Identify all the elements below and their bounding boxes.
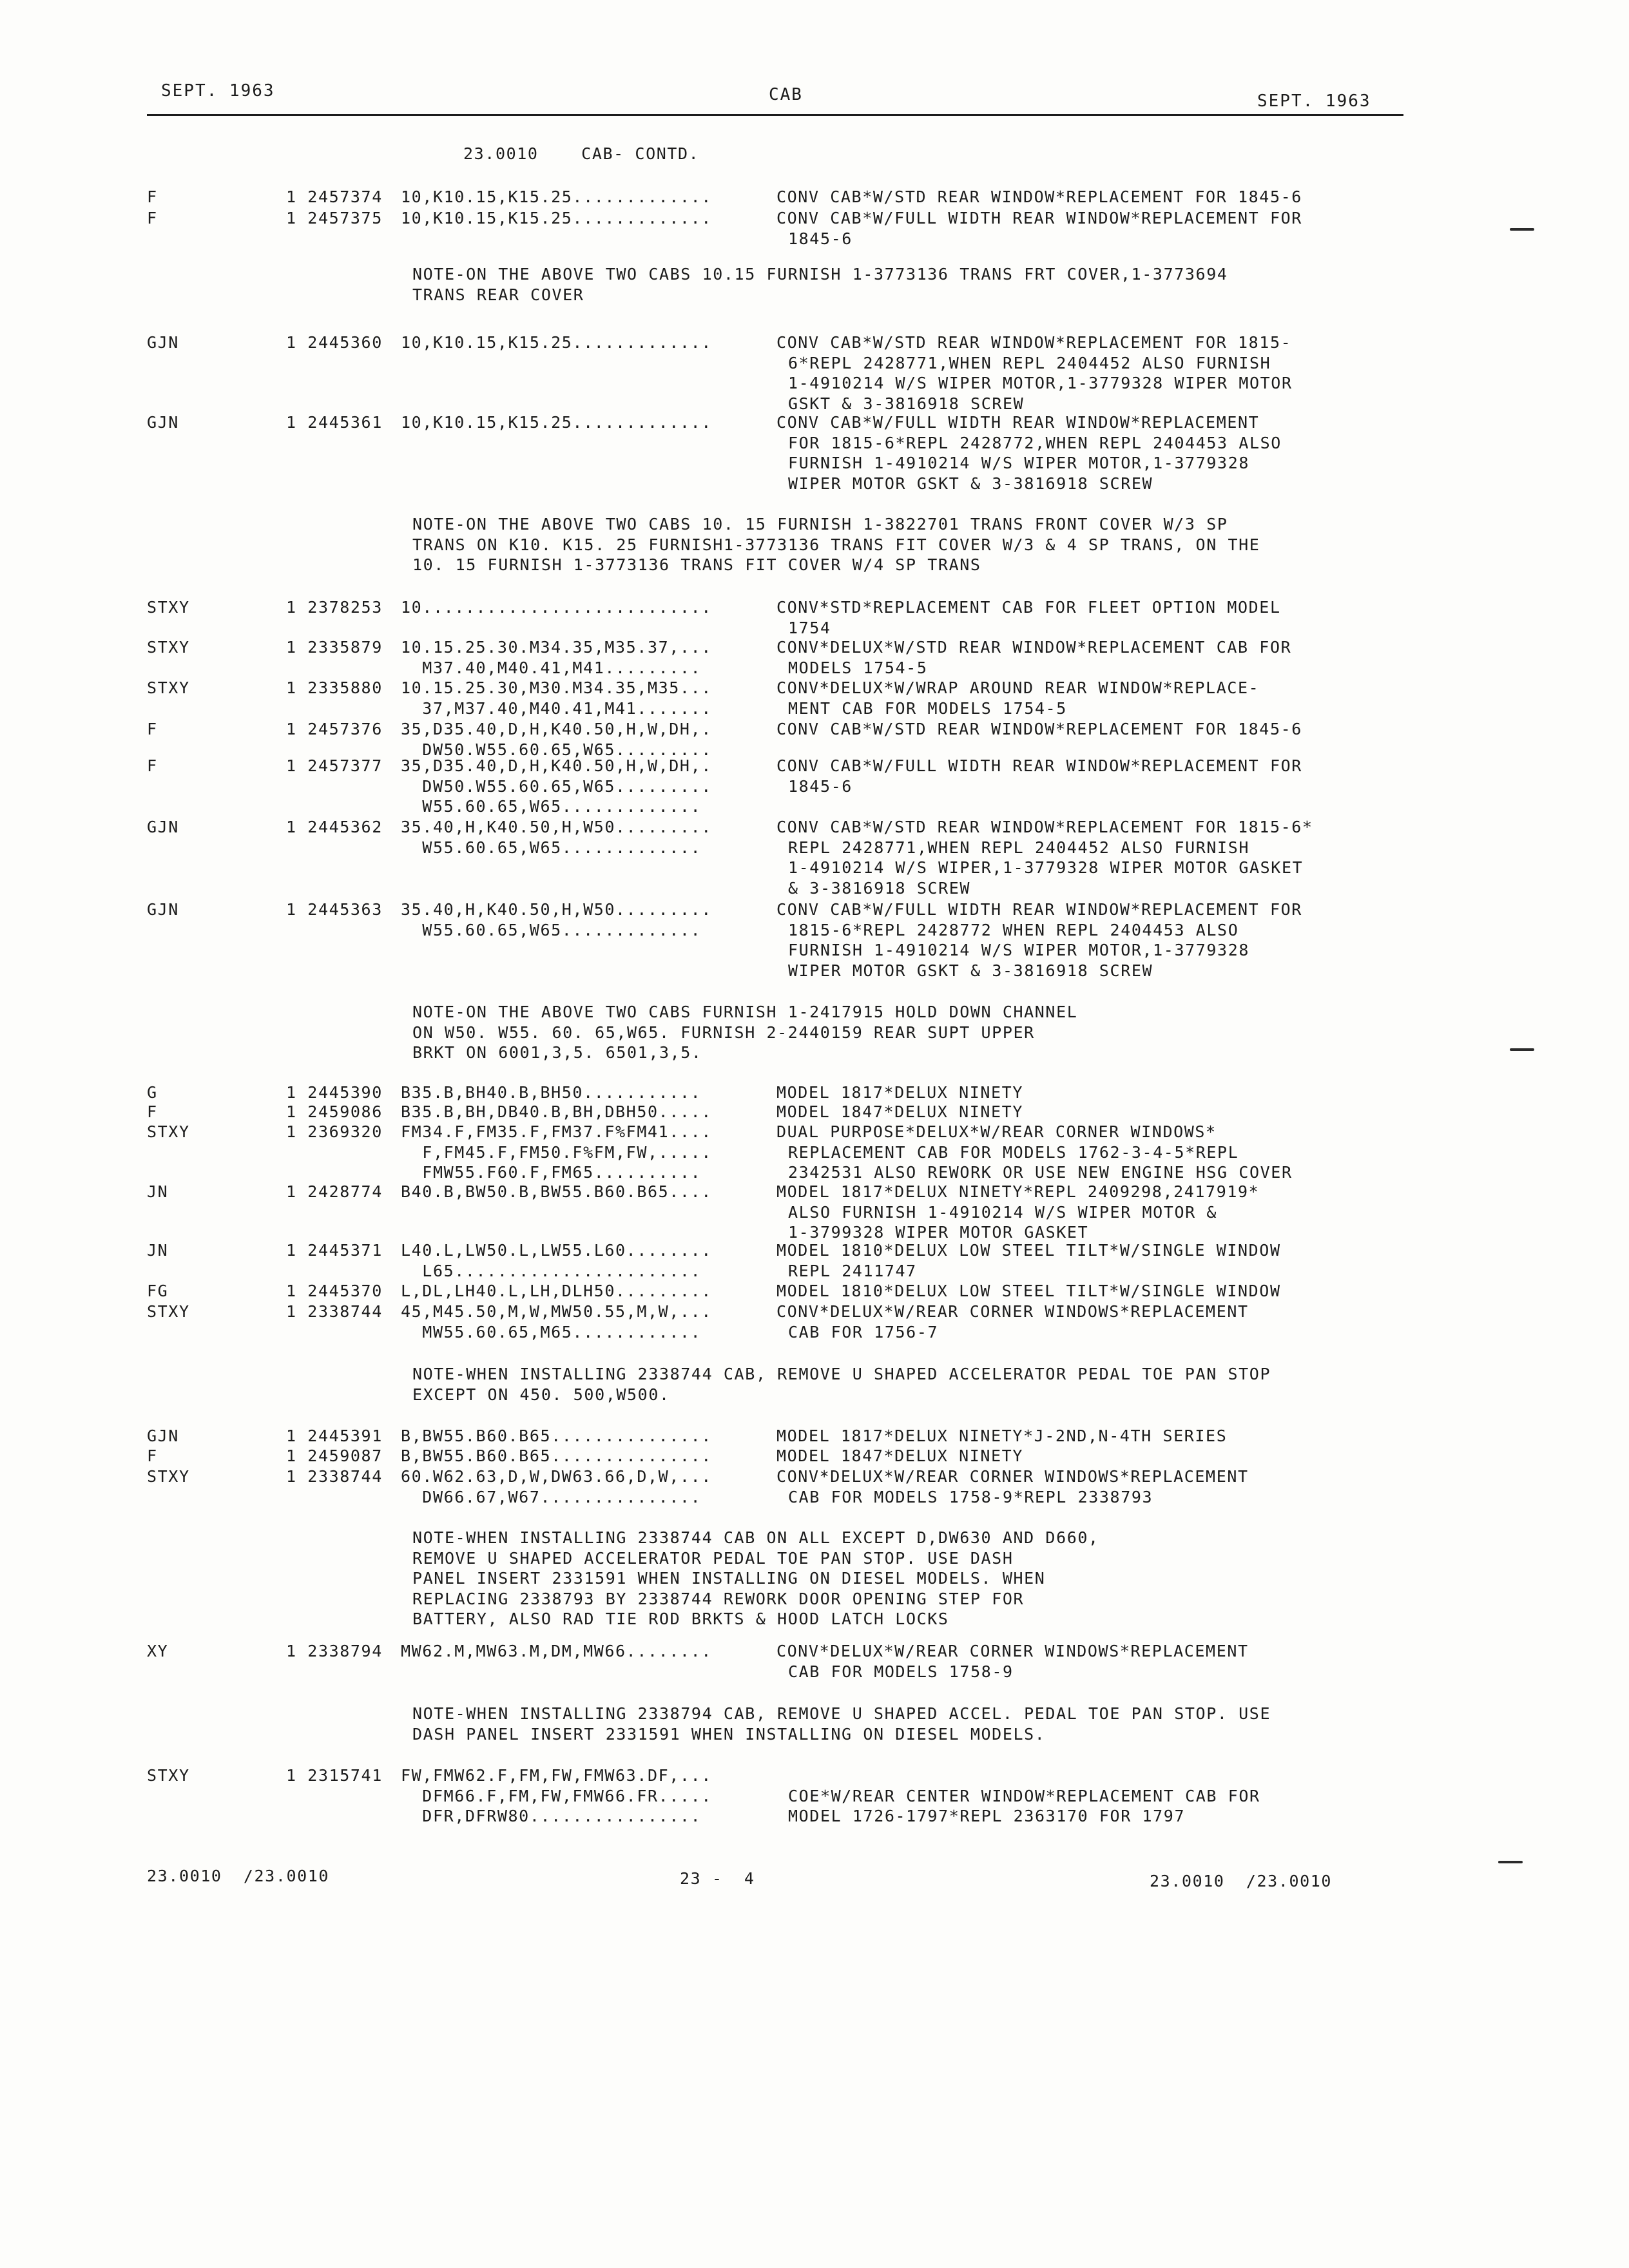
note-line: ON W50. W55. 60. 65,W65. FURNISH 2-2440159 REAR SUPT UPPER bbox=[412, 1023, 1035, 1042]
entry-models: 10,K10.15,K15.25............. bbox=[401, 333, 712, 352]
entry-models: L,DL,LH40.L,LH,DLH50......... bbox=[401, 1282, 712, 1300]
note-line: BATTERY, ALSO RAD TIE ROD BRKTS & HOOD LATCH LOCKS bbox=[412, 1610, 949, 1628]
entry-models: DW50.W55.60.65,W65......... bbox=[401, 740, 712, 759]
entry-code: F bbox=[147, 1446, 158, 1465]
footer-right-ref: 23.0010 /23.0010 bbox=[1150, 1872, 1333, 1890]
entry-description: CAB FOR MODELS 1758-9 bbox=[788, 1662, 1014, 1681]
margin-mark bbox=[1510, 228, 1534, 231]
margin-mark bbox=[1498, 1861, 1523, 1863]
entry-qty-part: 1 2338744 bbox=[286, 1302, 383, 1321]
entry-description: 1815-6*REPL 2428772 WHEN REPL 2404453 ALSO bbox=[788, 920, 1239, 939]
margin-mark bbox=[1510, 1048, 1534, 1051]
entry-description: MODEL 1726-1797*REPL 2363170 FOR 1797 bbox=[788, 1807, 1186, 1825]
entry-qty-part: 1 2369320 bbox=[286, 1122, 383, 1141]
entry-models: 35,D35.40,D,H,K40.50,H,W,DH,. bbox=[401, 720, 712, 738]
entry-qty-part: 1 2428774 bbox=[286, 1182, 383, 1201]
entry-description: MODEL 1810*DELUX LOW STEEL TILT*W/SINGLE WINDOW bbox=[776, 1282, 1281, 1300]
entry-description: CAB FOR MODELS 1758-9*REPL 2338793 bbox=[788, 1487, 1153, 1506]
entry-qty-part: 1 2315741 bbox=[286, 1766, 383, 1785]
entry-description: MODEL 1847*DELUX NINETY bbox=[776, 1102, 1023, 1121]
footer-left-ref: 23.0010 /23.0010 bbox=[147, 1867, 330, 1885]
entry-models: F,FM45.F,FM50.F%FM,FW,..... bbox=[401, 1142, 712, 1162]
entry-description: MODEL 1817*DELUX NINETY*J-2ND,N-4TH SERIES bbox=[776, 1427, 1228, 1445]
entry-models: MW62.M,MW63.M,DM,MW66........ bbox=[401, 1642, 712, 1660]
entry-code: STXY bbox=[147, 1122, 190, 1141]
header-left-date: SEPT. 1963 bbox=[161, 81, 275, 101]
entry-code: STXY bbox=[147, 1302, 190, 1321]
note-line: NOTE-ON THE ABOVE TWO CABS FURNISH 1-2417915 HOLD DOWN CHANNEL bbox=[412, 1003, 1078, 1021]
entry-description: & 3-3816918 SCREW bbox=[788, 878, 971, 898]
entry-code: STXY bbox=[147, 1467, 190, 1486]
entry-models: DW66.67,W67............... bbox=[401, 1487, 702, 1506]
entry-code: F bbox=[147, 756, 158, 775]
entry-code: F bbox=[147, 720, 158, 738]
entry-description: CAB FOR 1756-7 bbox=[788, 1322, 939, 1341]
entry-description: MODEL 1817*DELUX NINETY*REPL 2409298,2417919* bbox=[776, 1182, 1260, 1201]
entry-description: 1-4910214 W/S WIPER MOTOR,1-3779328 WIPER MOTOR bbox=[788, 374, 1293, 392]
entry-code: STXY bbox=[147, 598, 190, 617]
entry-models: 10.15.25.30,M30.M34.35,M35... bbox=[401, 678, 712, 697]
entry-models: 10,K10.15,K15.25............. bbox=[401, 187, 712, 206]
entry-code: GJN bbox=[147, 413, 179, 432]
entry-models: FMW55.F60.F,FM65.......... bbox=[401, 1163, 702, 1182]
entry-description: REPL 2411747 bbox=[788, 1261, 917, 1280]
entry-models: M37.40,M40.41,M41......... bbox=[401, 658, 702, 677]
entry-code: GJN bbox=[147, 1427, 179, 1445]
note-line: BRKT ON 6001,3,5. 6501,3,5. bbox=[412, 1043, 702, 1062]
entry-code: STXY bbox=[147, 1766, 190, 1785]
entry-description: 6*REPL 2428771,WHEN REPL 2404452 ALSO FURNISH bbox=[788, 353, 1271, 372]
entry-models: DFR,DFRW80................ bbox=[401, 1807, 702, 1825]
note-line: NOTE-ON THE ABOVE TWO CABS 10.15 FURNISH 1-3773136 TRANS FRT COVER,1-3773694 bbox=[412, 265, 1228, 284]
entry-qty-part: 1 2445362 bbox=[286, 818, 383, 836]
entry-description: COE*W/REAR CENTER WINDOW*REPLACEMENT CAB FOR bbox=[788, 1786, 1260, 1805]
entry-models: L65....................... bbox=[401, 1261, 702, 1280]
note-line: TRANS ON K10. K15. 25 FURNISH1-3773136 TRANS FIT COVER W/3 & 4 SP TRANS, ON THE bbox=[412, 535, 1260, 554]
entry-models: 35.40,H,K40.50,H,W50......... bbox=[401, 818, 712, 836]
entry-description: WIPER MOTOR GSKT & 3-3816918 SCREW bbox=[788, 474, 1153, 493]
entry-models: W55.60.65,W65............. bbox=[401, 797, 702, 816]
entry-qty-part: 1 2445361 bbox=[286, 413, 383, 432]
entry-description: FURNISH 1-4910214 W/S WIPER MOTOR,1-3779328 bbox=[788, 454, 1250, 472]
entry-description: CONV*STD*REPLACEMENT CAB FOR FLEET OPTION MODEL bbox=[776, 598, 1281, 617]
entry-qty-part: 1 2457375 bbox=[286, 209, 383, 227]
entry-code: F bbox=[147, 209, 158, 227]
entry-qty-part: 1 2459087 bbox=[286, 1446, 383, 1465]
entry-qty-part: 1 2459086 bbox=[286, 1102, 383, 1121]
entry-description: 1845-6 bbox=[788, 776, 853, 796]
entry-qty-part: 1 2445390 bbox=[286, 1083, 383, 1102]
entry-description: CONV CAB*W/STD REAR WINDOW*REPLACEMENT FOR 1845-6 bbox=[776, 720, 1302, 738]
entry-code: F bbox=[147, 187, 158, 206]
entry-models: B,BW55.B60.B65............... bbox=[401, 1446, 712, 1465]
note-line: TRANS REAR COVER bbox=[412, 285, 584, 304]
header-rule bbox=[147, 114, 1403, 116]
entry-description: 1-3799328 WIPER MOTOR GASKET bbox=[788, 1223, 1089, 1242]
entry-code: JN bbox=[147, 1182, 169, 1201]
entry-description: CONV CAB*W/FULL WIDTH REAR WINDOW*REPLACEMENT bbox=[776, 413, 1260, 432]
entry-description: CONV*DELUX*W/REAR CORNER WINDOWS*REPLACEMENT bbox=[776, 1467, 1249, 1486]
entry-description: CONV CAB*W/STD REAR WINDOW*REPLACEMENT FOR 1815- bbox=[776, 333, 1292, 352]
entry-models: 10,K10.15,K15.25............. bbox=[401, 413, 712, 432]
entry-description: 1-4910214 W/S WIPER,1-3779328 WIPER MOTOR GASKET bbox=[788, 858, 1304, 877]
entry-description: CONV CAB*W/FULL WIDTH REAR WINDOW*REPLACEMENT FOR bbox=[776, 209, 1302, 227]
entry-models: 37,M37.40,M40.41,M41....... bbox=[401, 698, 712, 718]
entry-code: G bbox=[147, 1083, 158, 1102]
entry-models: MW55.60.65,M65............ bbox=[401, 1322, 702, 1341]
header-right-date: SEPT. 1963 bbox=[1257, 91, 1371, 111]
entry-code: FG bbox=[147, 1282, 169, 1300]
entry-description: DUAL PURPOSE*DELUX*W/REAR CORNER WINDOWS* bbox=[776, 1122, 1217, 1141]
entry-description: REPL 2428771,WHEN REPL 2404452 ALSO FURNISH bbox=[788, 838, 1250, 857]
entry-qty-part: 1 2378253 bbox=[286, 598, 383, 617]
entry-description: MODEL 1847*DELUX NINETY bbox=[776, 1446, 1023, 1465]
note-line: DASH PANEL INSERT 2331591 WHEN INSTALLING ON DIESEL MODELS. bbox=[412, 1724, 1046, 1744]
entry-description: CONV*DELUX*W/STD REAR WINDOW*REPLACEMENT CAB FOR bbox=[776, 638, 1292, 657]
entry-qty-part: 1 2338794 bbox=[286, 1642, 383, 1660]
entry-description: MODELS 1754-5 bbox=[788, 658, 928, 677]
section-heading: 23.0010 CAB- CONTD. bbox=[463, 144, 700, 163]
entry-description: FURNISH 1-4910214 W/S WIPER MOTOR,1-3779328 bbox=[788, 941, 1250, 959]
entry-description: ALSO FURNISH 1-4910214 W/S WIPER MOTOR & bbox=[788, 1202, 1218, 1222]
entry-description: CONV CAB*W/FULL WIDTH REAR WINDOW*REPLACEMENT FOR bbox=[776, 756, 1302, 775]
entry-code: XY bbox=[147, 1642, 169, 1660]
entry-description: CONV*DELUX*W/REAR CORNER WINDOWS*REPLACEMENT bbox=[776, 1302, 1249, 1321]
note-line: EXCEPT ON 450. 500,W500. bbox=[412, 1385, 670, 1404]
note-line: 10. 15 FURNISH 1-3773136 TRANS FIT COVER W/4 SP TRANS bbox=[412, 555, 981, 574]
note-line: NOTE-WHEN INSTALLING 2338744 CAB, REMOVE U SHAPED ACCELERATOR PEDAL TOE PAN STOP bbox=[412, 1365, 1271, 1383]
note-line: NOTE-ON THE ABOVE TWO CABS 10. 15 FURNISH 1-3822701 TRANS FRONT COVER W/3 SP bbox=[412, 515, 1228, 533]
entry-description: 1754 bbox=[788, 618, 831, 637]
entry-code: STXY bbox=[147, 638, 190, 657]
entry-models: W55.60.65,W65............. bbox=[401, 838, 702, 857]
entry-models: 45,M45.50,M,W,MW50.55,M,W,... bbox=[401, 1302, 712, 1321]
entry-models: 35,D35.40,D,H,K40.50,H,W,DH,. bbox=[401, 756, 712, 775]
entry-qty-part: 1 2445371 bbox=[286, 1241, 383, 1260]
entry-qty-part: 1 2338744 bbox=[286, 1467, 383, 1486]
entry-models: W55.60.65,W65............. bbox=[401, 920, 702, 939]
entry-qty-part: 1 2457374 bbox=[286, 187, 383, 206]
entry-models: 10........................... bbox=[401, 598, 712, 617]
entry-description: CONV CAB*W/STD REAR WINDOW*REPLACEMENT FOR 1845-6 bbox=[776, 187, 1302, 206]
entry-description: MODEL 1810*DELUX LOW STEEL TILT*W/SINGLE WINDOW bbox=[776, 1241, 1281, 1260]
entry-description: CONV CAB*W/STD REAR WINDOW*REPLACEMENT FOR 1815-6* bbox=[776, 818, 1313, 836]
note-line: NOTE-WHEN INSTALLING 2338794 CAB, REMOVE U SHAPED ACCEL. PEDAL TOE PAN STOP. USE bbox=[412, 1704, 1271, 1723]
entry-qty-part: 1 2445391 bbox=[286, 1427, 383, 1445]
entry-models: B40.B,BW50.B,BW55.B60.B65.... bbox=[401, 1182, 712, 1201]
note-line: REPLACING 2338793 BY 2338744 REWORK DOOR OPENING STEP FOR bbox=[412, 1589, 1025, 1608]
entry-qty-part: 1 2445360 bbox=[286, 333, 383, 352]
entry-models: 35.40,H,K40.50,H,W50......... bbox=[401, 900, 712, 919]
entry-qty-part: 1 2335880 bbox=[286, 678, 383, 697]
entry-models: B35.B,BH40.B,BH50........... bbox=[401, 1083, 702, 1102]
entry-description: MODEL 1817*DELUX NINETY bbox=[776, 1083, 1023, 1102]
entry-description: WIPER MOTOR GSKT & 3-3816918 SCREW bbox=[788, 961, 1153, 980]
note-line: PANEL INSERT 2331591 WHEN INSTALLING ON DIESEL MODELS. WHEN bbox=[412, 1569, 1046, 1588]
entry-models: 10,K10.15,K15.25............. bbox=[401, 209, 712, 227]
entry-models: 10.15.25.30.M34.35,M35.37,... bbox=[401, 638, 712, 657]
entry-models: 60.W62.63,D,W,DW63.66,D,W,... bbox=[401, 1467, 712, 1486]
entry-qty-part: 1 2457376 bbox=[286, 720, 383, 738]
entry-description: FOR 1815-6*REPL 2428772,WHEN REPL 2404453 ALSO bbox=[788, 433, 1282, 452]
entry-description: CONV*DELUX*W/WRAP AROUND REAR WINDOW*REPLACE- bbox=[776, 678, 1260, 697]
entry-qty-part: 1 2335879 bbox=[286, 638, 383, 657]
entry-description: 2342531 ALSO REWORK OR USE NEW ENGINE HSG COVER bbox=[788, 1163, 1293, 1182]
entry-models: DFM66.F,FM,FW,FMW66.FR..... bbox=[401, 1786, 712, 1805]
entry-code: GJN bbox=[147, 900, 179, 919]
entry-models: L40.L,LW50.L,LW55.L60........ bbox=[401, 1241, 712, 1260]
entry-code: F bbox=[147, 1102, 158, 1121]
entry-code: JN bbox=[147, 1241, 169, 1260]
note-line: REMOVE U SHAPED ACCELERATOR PEDAL TOE PAN STOP. USE DASH bbox=[412, 1548, 1014, 1568]
entry-description: GSKT & 3-3816918 SCREW bbox=[788, 394, 1025, 413]
entry-models: FM34.F,FM35.F,FM37.F%FM41.... bbox=[401, 1122, 712, 1141]
entry-models: B,BW55.B60.B65............... bbox=[401, 1427, 712, 1445]
entry-description: MENT CAB FOR MODELS 1754-5 bbox=[788, 698, 1067, 718]
entry-description: 1845-6 bbox=[788, 229, 853, 248]
header-section-title: CAB bbox=[769, 85, 803, 104]
entry-models: B35.B,BH,DB40.B,BH,DBH50..... bbox=[401, 1102, 712, 1121]
entry-code: GJN bbox=[147, 818, 179, 836]
entry-description: CONV*DELUX*W/REAR CORNER WINDOWS*REPLACEMENT bbox=[776, 1642, 1249, 1660]
entry-code: STXY bbox=[147, 678, 190, 697]
entry-qty-part: 1 2457377 bbox=[286, 756, 383, 775]
entry-qty-part: 1 2445363 bbox=[286, 900, 383, 919]
entry-description: REPLACEMENT CAB FOR MODELS 1762-3-4-5*REPL bbox=[788, 1142, 1239, 1162]
note-line: NOTE-WHEN INSTALLING 2338744 CAB ON ALL EXCEPT D,DW630 AND D660, bbox=[412, 1528, 1099, 1547]
entry-code: GJN bbox=[147, 333, 179, 352]
entry-models: DW50.W55.60.65,W65......... bbox=[401, 776, 712, 796]
footer-page-number: 23 - 4 bbox=[680, 1869, 755, 1888]
entry-models: FW,FMW62.F,FM,FW,FMW63.DF,... bbox=[401, 1766, 712, 1785]
entry-qty-part: 1 2445370 bbox=[286, 1282, 383, 1300]
entry-description: CONV CAB*W/FULL WIDTH REAR WINDOW*REPLACEMENT FOR bbox=[776, 900, 1302, 919]
